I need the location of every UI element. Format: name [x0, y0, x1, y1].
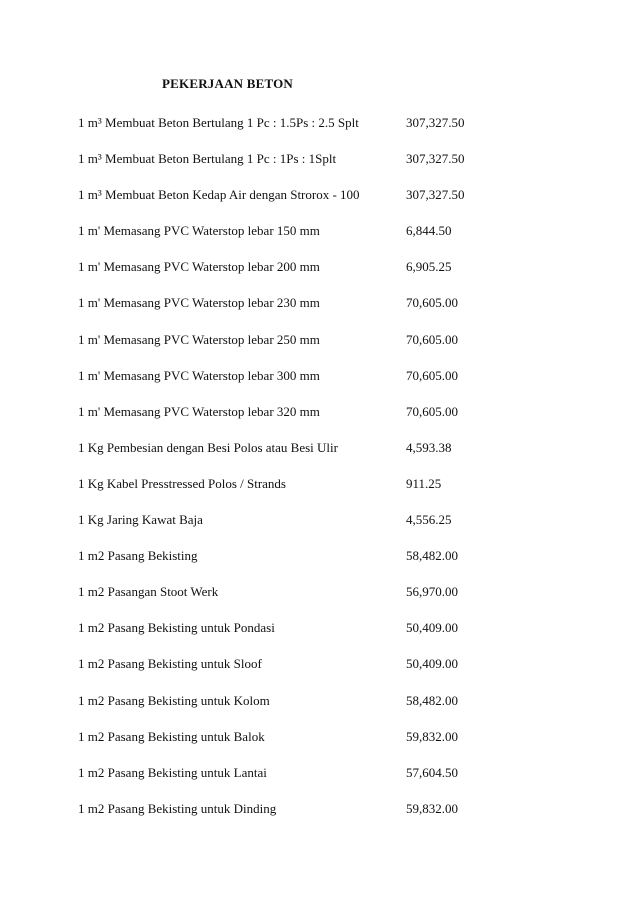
list-item [78, 187, 578, 223]
item-description: 1 m2 Pasang Bekisting untuk Sloof [78, 656, 262, 672]
page-title: PEKERJAAN BETON [162, 76, 293, 91]
item-price: 57,604.50 [406, 764, 458, 780]
item-description: 1 m2 Pasang Bekisting untuk Balok [78, 728, 265, 744]
item-price: 50,409.00 [406, 620, 458, 636]
list-item [78, 476, 578, 512]
list-item [78, 584, 578, 620]
item-description: 1 m³ Membuat Beton Bertulang 1 Pc : 1.5Ps : 2.5 Splt [78, 115, 359, 130]
item-price: 59,832.00 [406, 728, 458, 744]
item-description: 1 m³ Membuat Beton Kedap Air dengan Strorox - 100 [78, 187, 360, 203]
item-price: 59,832.00 [406, 800, 458, 816]
list-item [78, 801, 578, 837]
item-price: 307,327.50 [406, 187, 465, 203]
item-description: 1 m' Memasang PVC Waterstop lebar 230 mm [78, 295, 320, 311]
item-description: 1 m2 Pasang Bekisting untuk Pondasi [78, 620, 275, 636]
list-item [78, 259, 578, 295]
list-item [78, 151, 578, 187]
item-price: 70,605.00 [406, 331, 458, 347]
list-item [78, 332, 578, 368]
item-price: 6,905.25 [406, 259, 452, 275]
list-item [78, 368, 578, 404]
list-item [78, 620, 578, 656]
list-item [78, 548, 578, 584]
item-description: 1 m2 Pasang Bekisting untuk Kolom [78, 692, 270, 708]
item-price: 56,970.00 [406, 584, 458, 600]
item-price: 307,327.50 [406, 151, 465, 167]
item-description: 1 m' Memasang PVC Waterstop lebar 150 mm [78, 223, 320, 239]
item-price: 70,605.00 [406, 367, 458, 383]
item-description: 1 m2 Pasang Bekisting untuk Lantai [78, 764, 267, 780]
item-price: 4,593.38 [406, 439, 452, 455]
item-description: 1 Kg Kabel Presstressed Polos / Strands [78, 475, 286, 491]
item-description: 1 m2 Pasang Bekisting [78, 548, 198, 564]
item-price: 70,605.00 [406, 403, 458, 419]
list-item [78, 765, 578, 801]
price-list [78, 115, 578, 837]
item-description: 1 Kg Jaring Kawat Baja [78, 512, 203, 528]
item-price: 70,605.00 [406, 295, 458, 311]
list-item [78, 440, 578, 476]
item-price: 6,844.50 [406, 223, 452, 239]
item-price: 50,409.00 [406, 656, 458, 672]
item-price: 4,556.25 [406, 512, 452, 528]
list-item [78, 223, 578, 259]
item-price: 911.25 [406, 475, 442, 491]
list-item [78, 404, 578, 440]
list-item [78, 295, 578, 331]
item-price: 58,482.00 [406, 692, 458, 708]
item-description: 1 m' Memasang PVC Waterstop lebar 320 mm [78, 403, 320, 419]
list-item [78, 693, 578, 729]
item-price: 307,327.50 [406, 115, 465, 130]
item-description: 1 m2 Pasangan Stoot Werk [78, 584, 219, 600]
item-description: 1 Kg Pembesian dengan Besi Polos atau Besi Ulir [78, 439, 338, 455]
item-description: 1 m' Memasang PVC Waterstop lebar 200 mm [78, 259, 320, 275]
item-description: 1 m2 Pasang Bekisting untuk Dinding [78, 800, 277, 816]
item-description: 1 m' Memasang PVC Waterstop lebar 250 mm [78, 331, 320, 347]
list-item [78, 512, 578, 548]
item-description: 1 m³ Membuat Beton Bertulang 1 Pc : 1Ps : 1Splt [78, 151, 337, 167]
item-description: 1 m' Memasang PVC Waterstop lebar 300 mm [78, 367, 320, 383]
item-price: 58,482.00 [406, 548, 458, 564]
list-item [78, 656, 578, 692]
list-item [78, 729, 578, 765]
list-item [78, 115, 578, 151]
